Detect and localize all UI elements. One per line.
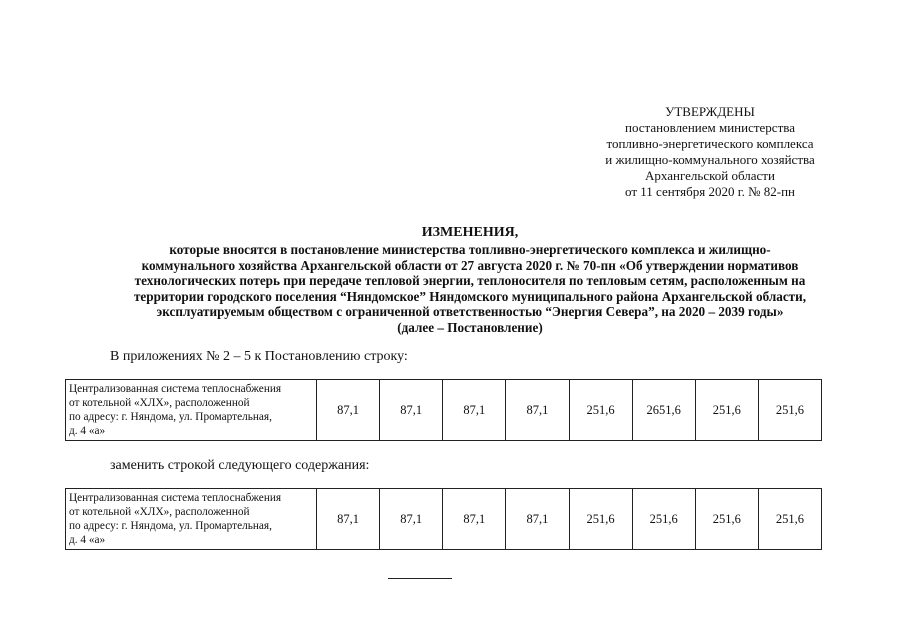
value-cell: 87,1 [443,380,506,441]
old-row-table [65,379,822,441]
approval-line: постановлением министерства [624,120,795,135]
closing-separator [388,578,452,579]
approval-date-line: от 11 сентября 2020 г. № 82-пн [624,184,796,199]
replace-paragraph: заменить строкой следующего содержания: [110,458,370,473]
value-cell: 251,6 [758,380,821,441]
value-cell: 87,1 [506,489,569,550]
value-cell: 87,1 [317,380,380,441]
value-cell: 87,1 [317,489,380,550]
value-cell: 87,1 [380,489,443,550]
value-cell: 87,1 [380,380,443,441]
intro-paragraph: В приложениях № 2 – 5 к Постановлению строку: [110,349,408,364]
value-cell: 2651,6 [632,380,695,441]
title-line: (далее – Постановление) [397,319,543,335]
value-cell: 251,6 [569,489,632,550]
approval-line: топливно-энергетического комплекса [606,136,814,151]
title-line: эксплуатируемым обществом с ограниченной ответственностью “Энергия Севера”, на 2020 – 2039 годы» [156,304,784,320]
approval-line: Архангельской области [645,168,775,183]
approval-heading: УТВЕРЖДЕНЫ [665,104,755,119]
document-title [40,224,900,336]
table-row [66,380,822,441]
table-row [66,489,822,550]
new-row-table [65,488,822,550]
title-line: которые вносятся в постановление министерства топливно-энергетического комплекса и жилищно- [169,242,771,257]
value-cell: 251,6 [569,380,632,441]
value-cell: 251,6 [695,489,758,550]
value-cell: 251,6 [632,489,695,550]
title-line: территории городского поселения “Няндомское” Няндомского муниципального района Архангельской области, [133,288,807,304]
value-cell: 251,6 [695,380,758,441]
title-line: коммунального хозяйства Архангельской области от 27 августа 2020 г. № 70-пн «Об утверждении нормативов [141,257,799,273]
value-cell: 87,1 [506,380,569,441]
row-description: Централизованная система теплоснабжения от котельной «ХЛХ», расположенной по адресу: г. Няндома, ул. Промартельная, д. 4 «а» [66,380,317,441]
approval-line: и жилищно-коммунального хозяйства [605,152,815,167]
title-heading: ИЗМЕНЕНИЯ, [421,225,519,240]
title-line: технологических потерь при передаче тепловой энергии, теплоносителя по тепловым сетям, расположенным на [134,273,806,289]
approval-block [560,104,860,200]
value-cell: 87,1 [443,489,506,550]
value-cell: 251,6 [758,489,821,550]
row-description: Централизованная система теплоснабжения от котельной «ХЛХ», расположенной по адресу: г. Няндома, ул. Промартельная, д. 4 «а» [66,489,317,550]
